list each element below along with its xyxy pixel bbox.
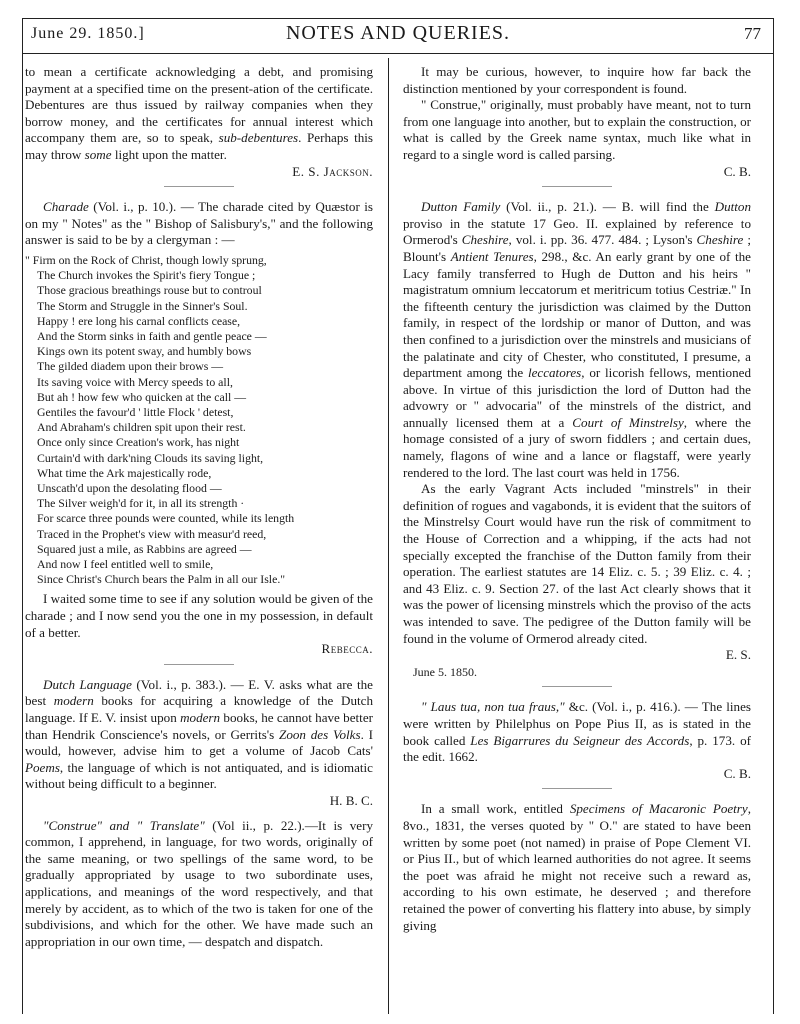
charade-title: Charade <box>43 199 89 215</box>
dutch-text: Dutch Language (Vol. i., p. 383.). — E. V. asks what are the best modern books for acquiring a knowledge of the Dutch language. If E. V. insist upon modern books, he cannot have better than Hendrik Conscience's novels, or Gerrits's Zoon des Volks. I would, however, advise him to get a volume of Jacob Cats' Poems, the language of which is not antiquated, and is idiomatic without being difficult to a beginner. <box>25 676 373 792</box>
poem-line: Unscath'd upon the desolating flood — <box>37 480 222 495</box>
poem-line: The Storm and Struggle in the Sinner's Soul. <box>37 298 248 313</box>
charade-entry <box>25 199 373 658</box>
poem-line: Since Christ's Church bears the Palm in all our Isle." <box>37 572 286 587</box>
journal-title: NOTES AND QUERIES. <box>285 22 511 44</box>
poem-line: And Abraham's children spit upon their rest. <box>37 420 246 435</box>
dutch-title: Dutch Language <box>43 676 132 692</box>
debentures-text: to mean a certificate acknowledging a debt, and promising payment at a specified time on the present-ation of the certificate. Debentures are thus issued by railway companies when they borrow money, and the certificates for annual interest which accompany them are, so to speak, sub-debentures. Perhaps this may throw some light upon the matter. <box>25 64 373 162</box>
dutton-text-2: As the early Vagrant Acts included "minstrels" in their definition of rogues and vagabonds, it is evident that the suitors of the Minstrelsy Court would have run the risk of commitment to the House of Correction and a whipping, if the acts had not specially excepted the franchise of the Dutton family from their operation. The earliest statutes are 14 Eliz. c. 5. ; 39 Eliz. c. 4. ; and 43 Eliz. c. 9. Section 27. of the last Act clearly shows that it was the power of licensing minstrels which the proviso of the acts was intended to save. The pedigree of the Dutton family will be found in the volume of Ormerod already cited. <box>403 481 751 646</box>
laus-tua-entry <box>403 699 751 782</box>
macaronic-book-title: Specimens of Macaronic Poetry <box>569 801 748 817</box>
charade-outro: I waited some time to see if any solution would be given of the charade ; and I now send you the one in my possession, in default of a better. <box>25 591 373 640</box>
dutton-title: Dutton Family <box>421 199 501 215</box>
poem-line: Once only since Creation's work, has night <box>37 435 240 450</box>
poem-line: Curtain'd with dark'ning Clouds its saving light, <box>37 450 264 465</box>
poem-line: Squared just a mile, as Rabbins are agreed — <box>37 541 252 556</box>
poem-line: Those gracious breathings rouse but to controul <box>37 283 262 298</box>
debentures-signature: E. S. Jackson. <box>292 163 373 179</box>
charade-intro: Charade (Vol. i., p. 10.). — The charade cited by Quæstor is on my " Notes" as the " Bishop of Salisbury's," and the following answer is said to be by a clergyman : — <box>25 199 373 248</box>
section-separator <box>542 686 612 687</box>
dutton-signature: E. S. <box>725 647 751 663</box>
construe-continued <box>403 64 751 180</box>
macaronic-text: In a small work, entitled Specimens of Macaronic Poetry, 8vo., 1831, the verses quoted by " O." are stated to have been written by some poet (not named) in praise of Pope Clement VI. or Pius II., but of which learned authorities do not agree. It seems the poet was afraid he might not receive such a reward as, according to his own estimate, he deserved ; and therefore retained the power of converting his flattery into abuse, by simply giving <box>403 801 751 933</box>
dutton-text: Dutton Family (Vol. ii., p. 21.). — B. will find the Dutton proviso in the statute 17 Geo. II. explained by reference to Ormerod's Cheshire, vol. i. pp. 36. 477. 484. ; Lyson's Cheshire ; Blount's Antient Tenures, 298., &c. An early grant by one of the Lacy family transferred to Hugh de Dutton and his heirs " magistratum omnium leccatorum et meritricum totius Cestriæ." In the fifteenth century the jurisdiction was claimed by the Dutton family, in respect of the lordship or manor of Dutton, and was then confined to a jurisdiction over the minstrels and musicians of the palatinate and city of Chester, who constituted, I presume, a department among the leccatores, or licorish fellows, mentioned above. In virtue of this jurisdiction the lord of Dutton had the advowry or " advocaria" of the minstrels of the district, and annually licensed them at a Court of Minstrelsy, where the homage consisted of a jury of sworn fiddlers ; and certain dues, namely, flagons of wine and a lance or flagstaff, were yearly rendered to the lord. The last court was held in 1756. <box>403 199 752 480</box>
running-header <box>23 18 773 54</box>
header-date: June 29. 1850.] <box>31 25 145 42</box>
dutton-family-entry <box>403 199 751 680</box>
poem-line: " Firm on the Rock of Christ, though lowly sprung, <box>25 252 267 267</box>
poem-line: Gentiles the favour'd ' little Flock ' detest, <box>37 404 234 419</box>
construe-cont-text-2: " Construe," originally, must probably have meant, not to turn from one language into another, but to explain the construction, or what is called by the Greek name syntax, much like what in regard to a single word is called parsing. <box>403 97 751 162</box>
poem-line: But ah ! how few who quicken at the call — <box>37 389 247 404</box>
construe-entry <box>25 818 373 951</box>
poem-line: Happy ! ere long his carnal conflicts cease, <box>37 313 241 328</box>
poem-line: What time the Ark majestically rode, <box>37 465 212 480</box>
charade-signature: Rebecca. <box>321 641 373 657</box>
laus-title: " Laus tua, non tua fraus," <box>421 699 565 715</box>
dutton-date: June 5. 1850. <box>413 664 477 679</box>
laus-text: " Laus tua, non tua fraus," &c. (Vol. i., p. 416.). — The lines were written by Philelphus on Pope Pius II, as is stated in the book called Les Bigarrures du Seigneur des Accords, p. 173. of the edit. 1662. <box>403 699 751 765</box>
debentures-entry <box>25 64 373 180</box>
laus-signature: C. B. <box>723 765 751 781</box>
column-divider <box>388 58 389 1014</box>
dutch-signature: H. B. C. <box>329 792 373 808</box>
poem-line: And now I feel entitled well to smile, <box>37 557 214 571</box>
poem-line: And the Storm sinks in faith and gentle peace — <box>37 328 267 343</box>
construe-title: "Construe" and " Translate" <box>43 817 205 833</box>
poem-line: The gilded diadem upon their brows — <box>37 359 224 374</box>
construe-text: "Construe" and " Translate" (Vol ii., p. 22.).—It is very common, I apprehend, in language, for two words, originally of the same meaning, or two spellings of the same word, to be gradually appropriated by usage to two subordinate uses, applications, and meanings of the word respectively, and that merely by accident, as to which of the two is taken for one of the subdivisions, and which for the other. We have made such an appropriation in our own time, — despatch and dispatch. <box>25 817 373 949</box>
poem-line: The Church invokes the Spirit's fiery Tongue ; <box>37 268 256 283</box>
right-column <box>403 64 751 934</box>
poem-line: The Silver weigh'd for it, in all its strength · <box>37 496 245 511</box>
construe-signature: C. B. <box>723 163 751 179</box>
section-separator <box>542 186 612 187</box>
poem-line: For scarce three pounds were counted, while its length <box>37 511 295 526</box>
page-number: 77 <box>744 24 761 43</box>
left-column <box>25 64 373 950</box>
page-frame <box>22 18 774 1014</box>
section-separator <box>164 664 234 665</box>
macaronic-entry <box>403 801 751 934</box>
poem-line: Kings own its potent sway, and humbly bows <box>37 344 252 359</box>
dutch-language-entry <box>25 677 373 810</box>
section-separator <box>542 788 612 789</box>
charade-poem <box>25 253 373 587</box>
construe-cont-text: It may be curious, however, to inquire how far back the distinction mentioned by your correspondent is found. <box>403 64 751 96</box>
section-separator <box>164 186 234 187</box>
poem-line: Traced in the Prophet's view with measur'd reed, <box>37 526 267 541</box>
poem-line: Its saving voice with Mercy speeds to all, <box>37 374 233 389</box>
